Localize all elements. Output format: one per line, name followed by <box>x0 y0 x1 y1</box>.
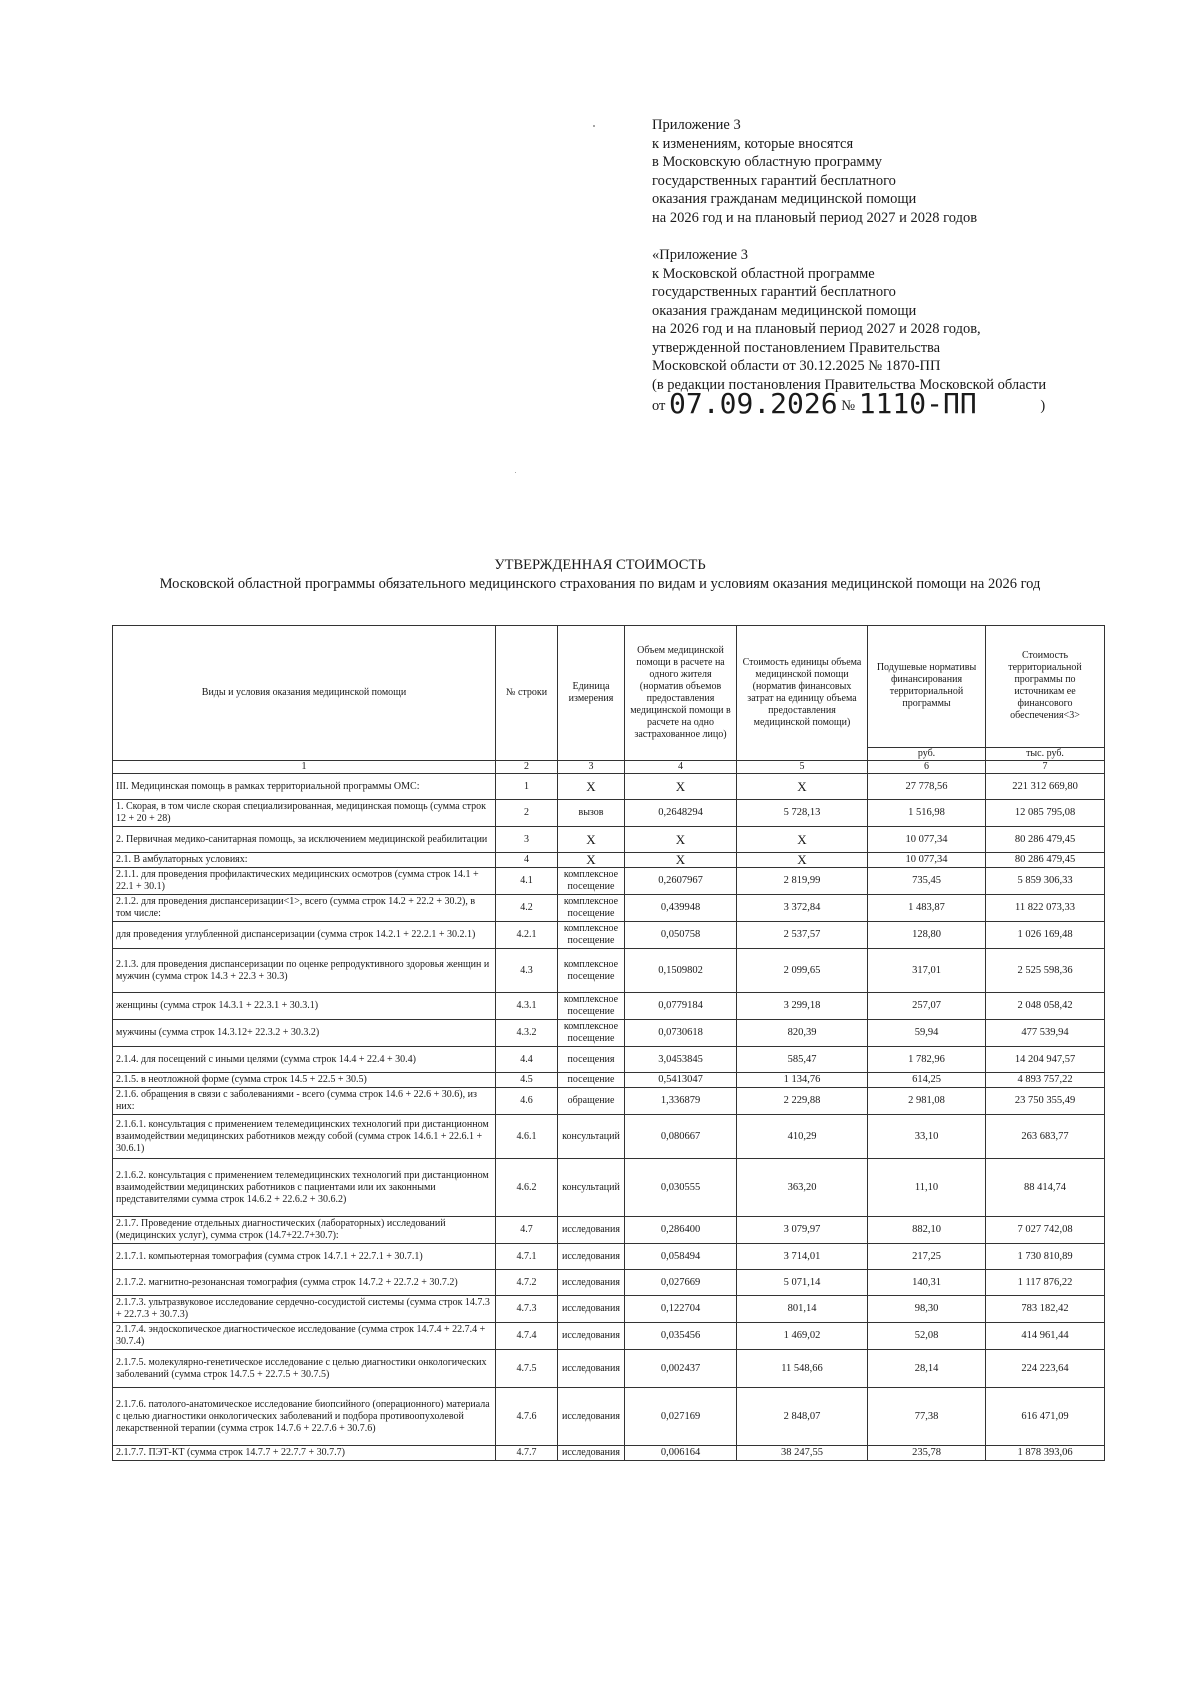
cell-unit-cost: 363,20 <box>737 1159 868 1217</box>
order-prefix: от <box>652 398 666 414</box>
unit-thousand-rub: тыс. руб. <box>986 747 1105 760</box>
cell-type: 2.1.6.1. консультация с применением телемедицинских технологий при дистанционном взаимодействии медицинских работников между собой (сумма строк 14.6.1 + 22.6.1 + 30.6.1) <box>113 1115 496 1159</box>
column-number: 7 <box>986 761 1105 774</box>
cell-unit: исследования <box>558 1388 625 1446</box>
amendment-order-line <box>652 387 1092 420</box>
cell-row-no: 4.3.1 <box>496 993 558 1020</box>
cell-unit: исследования <box>558 1296 625 1323</box>
cell-per-capita: 140,31 <box>868 1270 986 1296</box>
header-line: оказания гражданам медицинской помощи <box>652 302 917 319</box>
cell-type: 2.1.5. в неотложной форме (сумма строк 14.5 + 22.5 + 30.5) <box>113 1073 496 1088</box>
col-header-per-capita: Подушевые нормативы финансирования территориальной программы <box>868 626 986 748</box>
cell-per-capita: 235,78 <box>868 1446 986 1461</box>
cell-total-cost: 414 961,44 <box>986 1323 1105 1350</box>
header-line: оказания гражданам медицинской помощи <box>652 191 917 207</box>
cell-per-capita: 128,80 <box>868 922 986 949</box>
table-row <box>113 1350 1105 1388</box>
col-header-unit: Единица измерения <box>558 626 625 761</box>
cell-type: 2. Первичная медико-санитарная помощь, за исключением медицинской реабилитации <box>113 827 496 853</box>
cell-total-cost: 5 859 306,33 <box>986 868 1105 895</box>
table-row <box>113 895 1105 922</box>
table-row <box>113 827 1105 853</box>
table-row <box>113 1020 1105 1047</box>
cell-total-cost: 477 539,94 <box>986 1020 1105 1047</box>
table-row <box>113 922 1105 949</box>
col-header-row-no: № строки <box>496 626 558 761</box>
cell-type: 2.1.7.1. компьютерная томография (сумма строк 14.7.1 + 22.7.1 + 30.7.1) <box>113 1244 496 1270</box>
cell-volume: 0,050758 <box>625 922 737 949</box>
header-line: утвержденной постановлением Правительства <box>652 339 941 356</box>
cell-unit: X <box>558 774 625 800</box>
table-row <box>113 853 1105 868</box>
table-row <box>113 1323 1105 1350</box>
cell-per-capita: 10 077,34 <box>868 853 986 868</box>
cell-volume: X <box>625 774 737 800</box>
cell-row-no: 4.7 <box>496 1217 558 1244</box>
cell-unit-cost: 1 469,02 <box>737 1323 868 1350</box>
cell-unit: X <box>558 827 625 853</box>
cell-type: III. Медицинская помощь в рамках территориальной программы ОМС: <box>113 774 496 800</box>
column-number-row <box>113 761 1105 774</box>
col-header-volume: Объем медицинской помощи в расчете на одного жителя (норматив объемов предоставления медицинской помощи в расчете на одно застрахованное лицо) <box>625 626 737 761</box>
table-row <box>113 1073 1105 1088</box>
cell-unit-cost: 2 819,99 <box>737 868 868 895</box>
cell-type: 2.1. В амбулаторных условиях: <box>113 853 496 868</box>
cell-total-cost: 1 026 169,48 <box>986 922 1105 949</box>
cell-total-cost: 616 471,09 <box>986 1388 1105 1446</box>
cell-total-cost: 221 312 669,80 <box>986 774 1105 800</box>
cell-row-no: 4.7.2 <box>496 1270 558 1296</box>
cell-row-no: 4.6 <box>496 1088 558 1115</box>
cell-unit: комплексное посещение <box>558 868 625 895</box>
cell-type: 2.1.7.3. ультразвуковое исследование сердечно-сосудистой системы (сумма строк 14.7.3 + 22.7.3 + 30.7.3) <box>113 1296 496 1323</box>
cell-total-cost: 7 027 742,08 <box>986 1217 1105 1244</box>
cell-type: 2.1.6.2. консультация с применением телемедицинских технологий при дистанционном взаимодействии медицинских работников с пациентами или их законными представителями сумма строк 14.6.2 + 22.6.2 + 30.6.2) <box>113 1159 496 1217</box>
cell-row-no: 4.2 <box>496 895 558 922</box>
order-date-stamp: 07.09.2026 <box>669 387 838 420</box>
annex-reference <box>652 116 1092 227</box>
cell-type: 2.1.7. Проведение отдельных диагностических (лабораторных) исследований (медицинских услуг), сумма строк (14.7+22.7+30.7): <box>113 1217 496 1244</box>
cell-volume: 0,2607967 <box>625 868 737 895</box>
title-main: УТВЕРЖДЕННАЯ СТОИМОСТЬ <box>494 557 706 573</box>
cell-type: 2.1.4. для посещений с иными целями (сумма строк 14.4 + 22.4 + 30.4) <box>113 1047 496 1073</box>
cell-unit: комплексное посещение <box>558 1020 625 1047</box>
scan-speck <box>593 125 595 127</box>
cell-row-no: 4.7.1 <box>496 1244 558 1270</box>
order-number-label: № <box>841 398 856 414</box>
col-header-type: Виды и условия оказания медицинской помощи <box>113 626 496 761</box>
cell-unit-cost: 2 537,57 <box>737 922 868 949</box>
cell-total-cost: 1 878 393,06 <box>986 1446 1105 1461</box>
cell-unit: комплексное посещение <box>558 922 625 949</box>
cell-type: для проведения углубленной диспансеризации (сумма строк 14.2.1 + 22.2.1 + 30.2.1) <box>113 922 496 949</box>
cell-unit-cost: 1 134,76 <box>737 1073 868 1088</box>
table-row <box>113 949 1105 993</box>
cell-row-no: 4.7.3 <box>496 1296 558 1323</box>
cell-per-capita: 1 782,96 <box>868 1047 986 1073</box>
cell-volume: 0,286400 <box>625 1217 737 1244</box>
approval-reference <box>652 246 1092 394</box>
cell-per-capita: 2 981,08 <box>868 1088 986 1115</box>
cell-row-no: 1 <box>496 774 558 800</box>
table-row <box>113 993 1105 1020</box>
col-header-total-cost: Стоимость территориальной программы по источникам ее финансового обеспечения<3> <box>986 626 1105 748</box>
cell-unit: X <box>558 853 625 868</box>
cell-unit: исследования <box>558 1446 625 1461</box>
cell-unit: обращение <box>558 1088 625 1115</box>
header-line: «Приложение 3 <box>652 247 748 263</box>
header-line: к Московской областной программе <box>652 265 875 282</box>
cell-row-no: 4.7.5 <box>496 1350 558 1388</box>
cell-per-capita: 1 516,98 <box>868 800 986 827</box>
cell-type: 2.1.6. обращения в связи с заболеваниями - всего (сумма строк 14.6 + 22.6 + 30.6), из них: <box>113 1088 496 1115</box>
cell-type: 2.1.7.4. эндоскопическое диагностическое исследование (сумма строк 14.7.4 + 22.7.4 + 30.7.4) <box>113 1323 496 1350</box>
cell-unit: вызов <box>558 800 625 827</box>
cell-per-capita: 317,01 <box>868 949 986 993</box>
header-line: к изменениям, которые вносятся <box>652 135 854 152</box>
cell-unit: исследования <box>558 1270 625 1296</box>
cell-type: женщины (сумма строк 14.3.1 + 22.3.1 + 30.3.1) <box>113 993 496 1020</box>
cell-unit: консультаций <box>558 1159 625 1217</box>
cell-unit-cost: 801,14 <box>737 1296 868 1323</box>
scan-speck <box>515 472 516 473</box>
cell-per-capita: 614,25 <box>868 1073 986 1088</box>
column-number: 1 <box>113 761 496 774</box>
table-row <box>113 1115 1105 1159</box>
table-row <box>113 774 1105 800</box>
cell-volume: 0,080667 <box>625 1115 737 1159</box>
cell-unit: исследования <box>558 1350 625 1388</box>
cell-unit-cost: 38 247,55 <box>737 1446 868 1461</box>
cell-total-cost: 2 048 058,42 <box>986 993 1105 1020</box>
cell-row-no: 4.4 <box>496 1047 558 1073</box>
cell-unit-cost: 3 714,01 <box>737 1244 868 1270</box>
col-header-unit-cost: Стоимость единицы объема медицинской помощи (норматив финансовых затрат на единицу объема предоставления медицинской помощи) <box>737 626 868 761</box>
cell-unit-cost: 3 372,84 <box>737 895 868 922</box>
cell-volume: 0,1509802 <box>625 949 737 993</box>
cell-type: 2.1.7.6. патолого-анатомическое исследование биопсийного (операционного) материала с целью диагностики онкологических заболеваний и подбора противоопухолевой лекарственной терапии (сумма строк 14.7.6 + 22.7.6 + 30.7.6) <box>113 1388 496 1446</box>
cell-volume: 0,439948 <box>625 895 737 922</box>
header-line: в Московскую областную программу <box>652 154 883 170</box>
cell-volume: 0,006164 <box>625 1446 737 1461</box>
cell-total-cost: 263 683,77 <box>986 1115 1105 1159</box>
cell-unit-cost: 2 099,65 <box>737 949 868 993</box>
table-row <box>113 1217 1105 1244</box>
cell-total-cost: 783 182,42 <box>986 1296 1105 1323</box>
column-number: 2 <box>496 761 558 774</box>
unit-rub: руб. <box>868 747 986 760</box>
order-number-stamp: 1110-ПП <box>858 387 977 420</box>
cell-total-cost: 1 730 810,89 <box>986 1244 1105 1270</box>
cell-row-no: 4.3.2 <box>496 1020 558 1047</box>
cell-total-cost: 23 750 355,49 <box>986 1088 1105 1115</box>
cell-type: мужчины (сумма строк 14.3.12+ 22.3.2 + 30.3.2) <box>113 1020 496 1047</box>
cell-per-capita: 257,07 <box>868 993 986 1020</box>
cell-type: 1. Скорая, в том числе скорая специализированная, медицинская помощь (сумма строк 12 + 20 + 28) <box>113 800 496 827</box>
table-body <box>113 774 1105 1461</box>
title-subtitle: Московской областной программы обязательного медицинского страхования по видам и условиям оказания медицинской помощи на 2026 год <box>159 576 1041 592</box>
cell-per-capita: 52,08 <box>868 1323 986 1350</box>
column-number: 3 <box>558 761 625 774</box>
cell-unit-cost: 5 728,13 <box>737 800 868 827</box>
cell-total-cost: 80 286 479,45 <box>986 827 1105 853</box>
cell-volume: 0,027169 <box>625 1388 737 1446</box>
cell-row-no: 2 <box>496 800 558 827</box>
cell-unit-cost: X <box>737 774 868 800</box>
cell-row-no: 3 <box>496 827 558 853</box>
cell-unit: комплексное посещение <box>558 895 625 922</box>
cell-per-capita: 1 483,87 <box>868 895 986 922</box>
cell-total-cost: 80 286 479,45 <box>986 853 1105 868</box>
cell-row-no: 4.6.1 <box>496 1115 558 1159</box>
column-number: 4 <box>625 761 737 774</box>
cell-unit-cost: 3 299,18 <box>737 993 868 1020</box>
header-line: государственных гарантий бесплатного <box>652 172 896 189</box>
cell-per-capita: 735,45 <box>868 868 986 895</box>
cell-row-no: 4.2.1 <box>496 922 558 949</box>
table-row <box>113 1047 1105 1073</box>
cell-row-no: 4.7.4 <box>496 1323 558 1350</box>
cell-volume: 0,2648294 <box>625 800 737 827</box>
cell-row-no: 4.3 <box>496 949 558 993</box>
cell-unit-cost: 11 548,66 <box>737 1350 868 1388</box>
column-header-row <box>113 626 1105 748</box>
cell-volume: 0,035456 <box>625 1323 737 1350</box>
table-row <box>113 868 1105 895</box>
annex-header <box>652 116 1092 420</box>
cell-type: 2.1.7.7. ПЭТ-КТ (сумма строк 14.7.7 + 22.7.7 + 30.7.7) <box>113 1446 496 1461</box>
cell-unit: исследования <box>558 1323 625 1350</box>
cell-per-capita: 882,10 <box>868 1217 986 1244</box>
table-row <box>113 1388 1105 1446</box>
cell-unit: консультаций <box>558 1115 625 1159</box>
cell-per-capita: 217,25 <box>868 1244 986 1270</box>
cell-total-cost: 2 525 598,36 <box>986 949 1105 993</box>
cell-total-cost: 4 893 757,22 <box>986 1073 1105 1088</box>
table-row <box>113 1446 1105 1461</box>
cell-total-cost: 14 204 947,57 <box>986 1047 1105 1073</box>
table-row <box>113 1159 1105 1217</box>
cell-volume: 0,0730618 <box>625 1020 737 1047</box>
cell-type: 2.1.7.2. магнитно-резонансная томография (сумма строк 14.7.2 + 22.7.2 + 30.7.2) <box>113 1270 496 1296</box>
cell-unit: комплексное посещение <box>558 949 625 993</box>
cell-unit-cost: X <box>737 827 868 853</box>
cell-volume: 0,5413047 <box>625 1073 737 1088</box>
cell-per-capita: 59,94 <box>868 1020 986 1047</box>
cell-per-capita: 98,30 <box>868 1296 986 1323</box>
cell-row-no: 4.7.7 <box>496 1446 558 1461</box>
cell-row-no: 4.6.2 <box>496 1159 558 1217</box>
cell-per-capita: 11,10 <box>868 1159 986 1217</box>
cell-total-cost: 1 117 876,22 <box>986 1270 1105 1296</box>
cell-type: 2.1.3. для проведения диспансеризации по оценке репродуктивного здоровья женщин и мужчин (сумма строк 14.3 + 22.3 + 30.3) <box>113 949 496 993</box>
cell-unit-cost: 3 079,97 <box>737 1217 868 1244</box>
cell-per-capita: 33,10 <box>868 1115 986 1159</box>
table-row <box>113 1296 1105 1323</box>
cell-row-no: 4.1 <box>496 868 558 895</box>
cell-type: 2.1.7.5. молекулярно-генетическое исследование с целью диагностики онкологических заболеваний (сумма строк 14.7.5 + 22.7.5 + 30.7.5) <box>113 1350 496 1388</box>
cell-row-no: 4.5 <box>496 1073 558 1088</box>
cell-unit: посещение <box>558 1073 625 1088</box>
approved-cost-table <box>112 625 1105 1461</box>
header-line: Приложение 3 <box>652 117 741 133</box>
cell-volume: 0,027669 <box>625 1270 737 1296</box>
cell-volume: 3,0453845 <box>625 1047 737 1073</box>
order-close-paren: ) <box>1040 398 1046 414</box>
cell-total-cost: 11 822 073,33 <box>986 895 1105 922</box>
cell-total-cost: 12 085 795,08 <box>986 800 1105 827</box>
cell-unit-cost: 410,29 <box>737 1115 868 1159</box>
header-line: государственных гарантий бесплатного <box>652 284 896 300</box>
cell-volume: 0,0779184 <box>625 993 737 1020</box>
column-number: 5 <box>737 761 868 774</box>
cell-unit: посещения <box>558 1047 625 1073</box>
cell-volume: 0,002437 <box>625 1350 737 1388</box>
cell-unit: исследования <box>558 1244 625 1270</box>
cell-per-capita: 27 778,56 <box>868 774 986 800</box>
cell-unit-cost: 5 071,14 <box>737 1270 868 1296</box>
cell-row-no: 4.7.6 <box>496 1388 558 1446</box>
column-number: 6 <box>868 761 986 774</box>
document-title <box>0 556 1200 594</box>
cell-per-capita: 28,14 <box>868 1350 986 1388</box>
cell-volume: 0,030555 <box>625 1159 737 1217</box>
header-line: на 2026 год и на плановый период 2027 и 2028 годов <box>652 209 978 226</box>
cell-row-no: 4 <box>496 853 558 868</box>
cell-unit-cost: X <box>737 853 868 868</box>
table-row <box>113 800 1105 827</box>
cell-total-cost: 224 223,64 <box>986 1350 1105 1388</box>
cell-volume: 1,336879 <box>625 1088 737 1115</box>
cell-per-capita: 10 077,34 <box>868 827 986 853</box>
cell-volume: X <box>625 853 737 868</box>
cell-unit-cost: 585,47 <box>737 1047 868 1073</box>
header-line: (в редакции постановления Правительства Московской области <box>652 376 1047 393</box>
cell-type: 2.1.2. для проведения диспансеризации<1>, всего (сумма строк 14.2 + 22.2 + 30.2), в том числе: <box>113 895 496 922</box>
cell-unit: комплексное посещение <box>558 993 625 1020</box>
table-row <box>113 1270 1105 1296</box>
cell-unit-cost: 820,39 <box>737 1020 868 1047</box>
header-line: на 2026 год и на плановый период 2027 и 2028 годов, <box>652 321 981 337</box>
cell-unit: исследования <box>558 1217 625 1244</box>
cell-type: 2.1.1. для проведения профилактических медицинских осмотров (сумма строк 14.1 + 22.1 + 30.1) <box>113 868 496 895</box>
header-line: Московской области от 30.12.2025 № 1870-ПП <box>652 358 941 374</box>
cell-volume: X <box>625 827 737 853</box>
table-row <box>113 1244 1105 1270</box>
cell-per-capita: 77,38 <box>868 1388 986 1446</box>
table-row <box>113 1088 1105 1115</box>
cell-unit-cost: 2 229,88 <box>737 1088 868 1115</box>
cell-volume: 0,122704 <box>625 1296 737 1323</box>
cell-unit-cost: 2 848,07 <box>737 1388 868 1446</box>
cell-total-cost: 88 414,74 <box>986 1159 1105 1217</box>
cell-volume: 0,058494 <box>625 1244 737 1270</box>
